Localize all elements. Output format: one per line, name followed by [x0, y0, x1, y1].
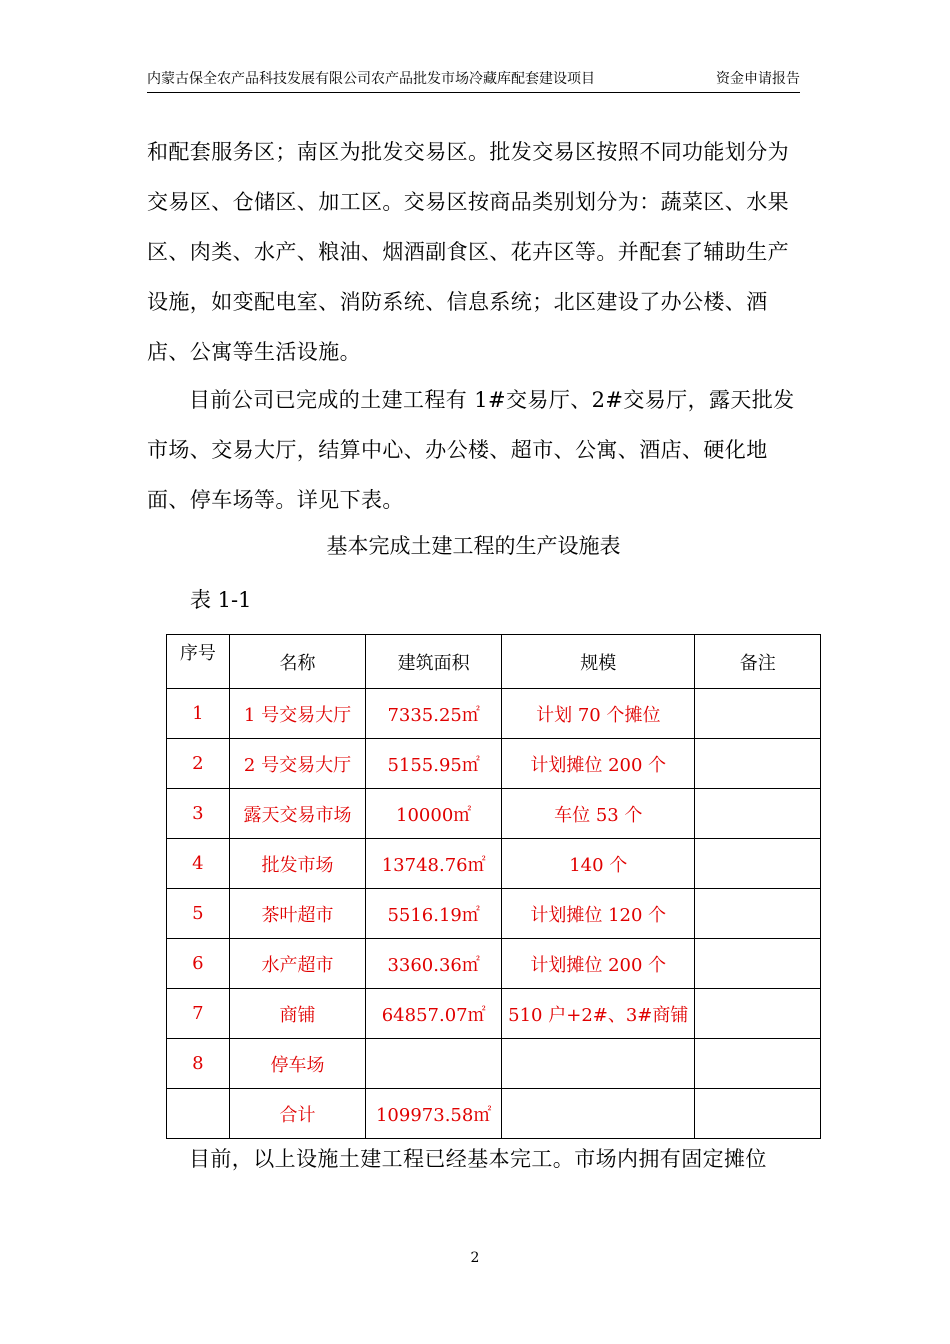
- cell-scale: 计划摊位 200 个: [502, 739, 695, 789]
- cell-no: 3: [167, 789, 230, 839]
- facility-table: [166, 634, 821, 1139]
- cell-area: 64857.07㎡: [366, 989, 502, 1039]
- table-total-row: [167, 1089, 821, 1139]
- header-project-title: 内蒙古保全农产品科技发展有限公司农产品批发市场冷藏库配套建设项目: [147, 71, 595, 87]
- cell-note: [695, 1089, 821, 1139]
- cell-no: 5: [167, 889, 230, 939]
- cell-note: [695, 789, 821, 839]
- cell-area: 13748.76㎡: [366, 839, 502, 889]
- header-cell-scale: 规模: [502, 635, 695, 689]
- table-row: [167, 739, 821, 789]
- cell-area: 109973.58㎡: [366, 1089, 502, 1139]
- cell-scale: 510 户+2#、3#商铺: [502, 989, 695, 1039]
- table-row: [167, 1039, 821, 1089]
- cell-name: 合计: [229, 1089, 365, 1139]
- page-number: 2: [470, 1250, 480, 1266]
- table-title: 基本完成土建工程的生产设施表: [326, 534, 621, 558]
- cell-note: [695, 689, 821, 739]
- table-row: [167, 789, 821, 839]
- header-cell-area: 建筑面积: [366, 635, 502, 689]
- cell-no: 7: [167, 989, 230, 1039]
- cell-note: [695, 939, 821, 989]
- cell-scale: 计划摊位 200 个: [502, 939, 695, 989]
- header-cell-name: 名称: [229, 635, 365, 689]
- cell-area: 10000㎡: [366, 789, 502, 839]
- cell-no: 8: [167, 1039, 230, 1089]
- cell-area: 7335.25㎡: [366, 689, 502, 739]
- cell-scale: [502, 1089, 695, 1139]
- table-row: [167, 989, 821, 1039]
- cell-name: 商铺: [229, 989, 365, 1039]
- cell-note: [695, 989, 821, 1039]
- cell-name: 水产超市: [229, 939, 365, 989]
- paragraph-completed-works: 目前公司已完成的土建工程有 1#交易厅、2#交易厅，露天批发市场、交易大厅，结算中心、办公楼、超市、公寓、酒店、硬化地面、停车场等。详见下表。: [147, 388, 795, 512]
- table-row: [167, 939, 821, 989]
- cell-no: 6: [167, 939, 230, 989]
- cell-area: 3360.36㎡: [366, 939, 502, 989]
- header-cell-note: 备注: [695, 635, 821, 689]
- cell-name: 露天交易市场: [229, 789, 365, 839]
- table-header-row: [167, 635, 821, 689]
- cell-note: [695, 739, 821, 789]
- table-row: [167, 839, 821, 889]
- table-row: [167, 889, 821, 939]
- cell-scale: 140 个: [502, 839, 695, 889]
- paragraph-zones: 和配套服务区；南区为批发交易区。批发交易区按照不同功能划分为交易区、仓储区、加工区。交易区按商品类别划分为：蔬菜区、水果区、肉类、水产、粮油、烟酒副食区、花卉区等。并配套了辅助生产设施，如变配电室、消防系统、信息系统；北区建设了办公楼、酒店、公寓等生活设施。: [147, 140, 789, 364]
- cell-scale: 计划 70 个摊位: [502, 689, 695, 739]
- page-header: [147, 64, 800, 93]
- header-report-type: 资金申请报告: [716, 71, 800, 87]
- cell-no: [167, 1089, 230, 1139]
- cell-scale: 计划摊位 120 个: [502, 889, 695, 939]
- cell-note: [695, 889, 821, 939]
- cell-name: 2 号交易大厅: [229, 739, 365, 789]
- cell-note: [695, 839, 821, 889]
- cell-scale: 车位 53 个: [502, 789, 695, 839]
- table-row: [167, 689, 821, 739]
- cell-no: 1: [167, 689, 230, 739]
- cell-area: 5155.95㎡: [366, 739, 502, 789]
- cell-name: 批发市场: [229, 839, 365, 889]
- cell-note: [695, 1039, 821, 1089]
- cell-name: 停车场: [229, 1039, 365, 1089]
- cell-area: 5516.19㎡: [366, 889, 502, 939]
- cell-scale: [502, 1039, 695, 1089]
- header-cell-no: 序号: [167, 635, 230, 689]
- cell-name: 1 号交易大厅: [229, 689, 365, 739]
- cell-no: 2: [167, 739, 230, 789]
- table-label: 表 1-1: [190, 588, 252, 612]
- cell-no: 4: [167, 839, 230, 889]
- paragraph-completion: 目前，以上设施土建工程已经基本完工。市场内拥有固定摊位: [189, 1147, 767, 1171]
- cell-name: 茶叶超市: [229, 889, 365, 939]
- cell-area: [366, 1039, 502, 1089]
